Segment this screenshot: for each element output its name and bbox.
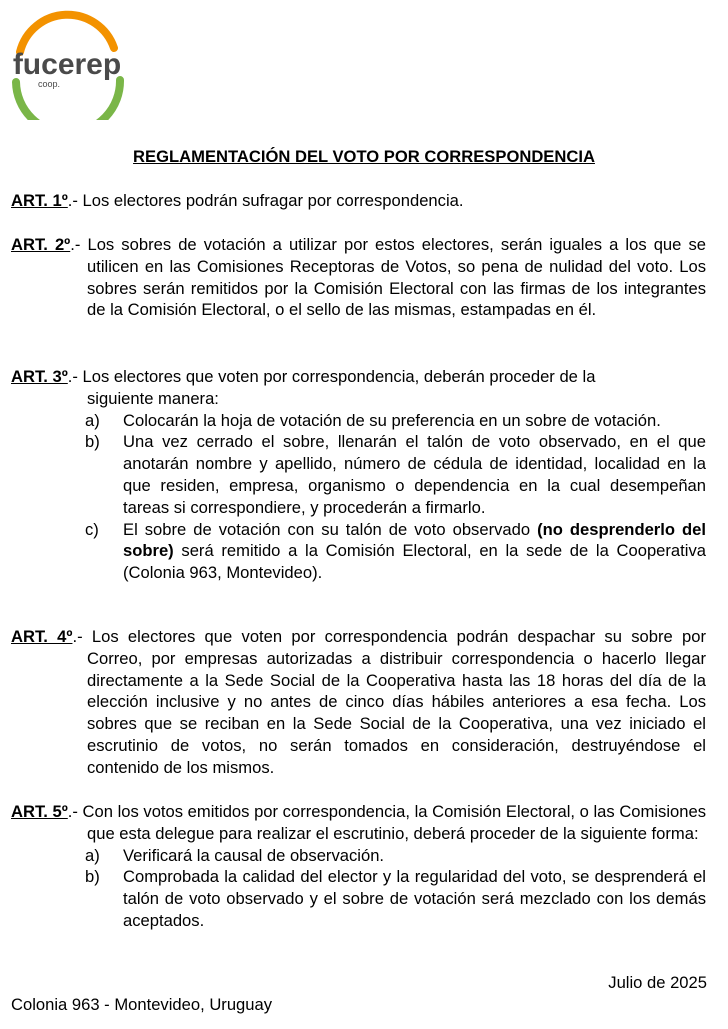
art-5-intro: .- Con los votos emitidos por correspondencia, la Comisión Electoral, o las Comisiones que esta delegue para realizar el escrutinio, deberá proceder de la siguiente forma: (67, 802, 707, 843)
list-item: a) Verificará la causal de observación. (85, 845, 385, 865)
list-item: a) Colocarán la hoja de votación de su preferencia en un sobre de votación. (85, 410, 661, 430)
art-2-text: .- Los sobres de votación a utilizar por estos electores, serán iguales a los que se utilicen en las Comisiones Receptoras de Votos, so pena de nulidad del voto. Los sobres serán remitidos por la Comisión Electoral con las firmas de los integrantes de la Comisión Electoral, o el sello de las mismas, estampadas en él. (70, 235, 706, 320)
document-date: Julio de 2025 (608, 973, 707, 992)
art-5 (11, 801, 706, 932)
fucerep-logo (8, 10, 126, 120)
art-1-label: ART. 1º (11, 191, 68, 210)
page-title: REGLAMENTACIÓN DEL VOTO POR CORRESPONDENCIA (133, 147, 595, 166)
art-3 (11, 366, 706, 584)
art-4 (11, 626, 706, 779)
art-1 (11, 190, 706, 212)
logo-sub: coop. (38, 79, 61, 89)
art-2-label: ART. 2º (11, 235, 71, 254)
art-5-label: ART. 5º (11, 802, 68, 821)
logo-orange-arc (20, 15, 114, 52)
list-item: b) Una vez cerrado el sobre, llenarán el talón de voto observado, en el que anotarán nombre y apellido, número de cédula de identidad, localidad en la que residen, empresa, organismo o dependencia en la cual desempeñan tareas si correspondiere, y procederán a firmarlo. (85, 432, 706, 517)
art-3-label: ART. 3º (11, 367, 68, 386)
art-1-text: .- Los electores podrán sufragar por correspondencia. (67, 191, 464, 210)
art-4-label: ART. 4º (11, 627, 73, 646)
footer-address: Colonia 963 - Montevideo, Uruguay (11, 995, 273, 1014)
list-item: b) Comprobada la calidad del elector y la regularidad del voto, se desprenderá el talón de voto observado y el sobre de votación será mezclado con los demás aceptados. (85, 867, 706, 930)
art-4-text: .- Los electores que voten por correspondencia podrán despachar su sobre por Correo, por empresas autorizadas a distribuir correspondencia o hacerlo llegar directamente a la Sede Social de la Cooperativa hasta las 18 horas del día de la elección inclusive y no antes de cinco días hábiles anteriores a esa fecha. Los sobres que se reciban en la Sede Social de la Cooperativa, una vez iniciado el escrutinio de votos, no serán tomados en consideración, destruyéndose el contenido de los mismos. (72, 627, 706, 777)
art-3-intro: .- Los electores que voten por correspondencia, deberán proceder de la (67, 367, 596, 386)
art-3-intro2: siguiente manera: (87, 388, 219, 408)
logo-wordmark: fucerep (12, 48, 122, 81)
art-2 (11, 234, 706, 321)
logo-green-arc (16, 80, 120, 120)
list-item: c) El sobre de votación con su talón de voto observado (no desprenderlo del sobre) será remitido a la Comisión Electoral, en la sede de la Cooperativa (Colonia 963, Montevideo). (85, 519, 706, 583)
